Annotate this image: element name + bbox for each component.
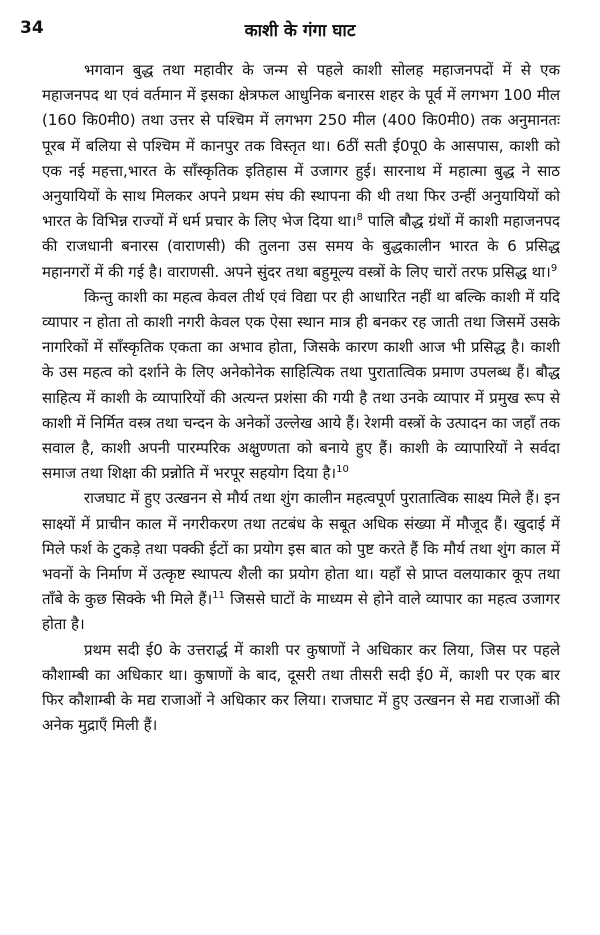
running-title: काशी के गंगा घाट (244, 21, 356, 41)
footnote-ref-8: 8 (356, 212, 363, 224)
paragraph-text: किन्तु काशी का महत्व केवल तीर्थ एवं विद्या पर ही आधारित नहीं था बल्कि काशी में यदि व्यापार न होता तो काशी नगरी केवल एक ऐसा स्थान मात्र ही बनकर रह जाती तथा जिसमें उसके नागरिकों में साँस्कृतिक एकता का अभाव होता, जिसके कारण काशी आज भी प्रसिद्ध है। काशी के उस महत्व को दर्शाने के लिए अनेकोनेक साहित्यिक तथा पुरातात्विक प्रमाण उपलब्ध हैं। बौद्ध साहित्य में काशी के व्यापारियों की अत्यन्त प्रशंसा की गयी है तथा उनके व्यापार में प्रमुख रूप से काशी में निर्मित वस्त्र तथा चन्दन के अनेकों उल्लेख आये हैं। रेशमी वस्त्रों के उत्पादन का जहाँ तक सवाल है, काशी अपनी पारम्परिक अक्षुण्णता को बनाये हुए हैं। काशी के व्यापारियों ने सर्वदा समाज तथा शिक्षा की प्रन्नोति में भरपूर सहयोग दिया है। (42, 287, 560, 483)
body-text (42, 58, 560, 738)
page-header (0, 18, 600, 46)
paragraph-text: जिससे घाटों के माध्यम से होने वाले व्यापार का महत्व उजागर होता है। (42, 590, 560, 634)
page-number: 34 (20, 18, 44, 38)
paragraph-text: राजघाट में हुए उत्खनन से मौर्य तथा शुंग कालीन महत्वपूर्ण पुरातात्विक साक्ष्य मिले हैं। इन साक्ष्यों में प्राचीन काल में नगरीकरण तथा तटबंध के सबूत अधिक संख्या में मौजूद हैं। खुदाई में मिले फर्श के टुकड़े तथा पक्की ईटों का प्रयोग इस बात को पुष्ट करते हैं कि मौर्य तथा शुंग काल में भवनों के निर्माण में उत्कृष्ट स्थापत्य शैली का प्रयोग होता था। यहाँ से प्राप्त वलयाकार कूप तथा ताँबे के कुछ सिक्के भी मिले हैं। (42, 489, 560, 609)
footnote-ref-9: 9 (550, 262, 558, 274)
paragraph-1 (42, 58, 560, 285)
paragraph-text: प्रथम सदी ई0 के उत्तरार्द्ध में काशी पर कुषाणों ने अधिकार कर लिया, जिस पर पहले कौशाम्बी का अधिकार था। कुषाणों के बाद, दूसरी तथा तीसरी सदी ई0 में, काशी पर एक बार फिर कौशाम्बी के मद्य राजाओं ने अधिकार कर लिया। राजघाट में हुए उत्खनन से मद्य राजाओं की अनेक मुद्राएँ मिली हैं। (42, 640, 560, 735)
paragraph-text: भगवान बुद्ध तथा महावीर के जन्म से पहले काशी सोलह महाजनपदों में से एक महाजनपद था एवं वर्तमान में इसका क्षेत्रफल आधुनिक बनारस शहर के पूर्व में लगभग 100 मील (160 कि0मी0) तथा उत्तर से पश्चिम में लगभग 250 मील (400 कि0मी0) तक अनुमानतः पूरब में बलिया से पश्चिम में कानपुर तक विस्तृत था। 6ठीं सती ई0पू0 के आसपास, काशी को एक नई महत्ता,भारत के साँस्कृतिक इतिहास में उजागर हुई। सारनाथ में महात्मा बुद्ध ने साठ अनुयायियों के साथ मिलकर अपने प्रथम संघ की स्थापना की थी तथा फिर उन्हीं अनुयायियों को भारत के विभिन्न राज्यों में धर्म प्रचार के लिए भेज दिया था। (42, 61, 560, 231)
footnote-ref-11: 11 (212, 590, 225, 602)
paragraph-text: पालि बौद्ध ग्रंथों में काशी महाजनपद की राजधानी बनारस (वाराणसी) की तुलना उस समय के बुद्धकालीन भारत के 6 प्रसिद्ध महानगरों में की गई है। वाराणसी. अपने सुंदर तथा बहुमूल्य वस्त्रों के लिए चारों तरफ प्रसिद्ध था। (42, 212, 560, 281)
paragraph-2 (42, 285, 560, 487)
footnote-ref-10: 10 (336, 464, 349, 476)
paragraph-3 (42, 486, 560, 637)
paragraph-4 (42, 638, 560, 739)
